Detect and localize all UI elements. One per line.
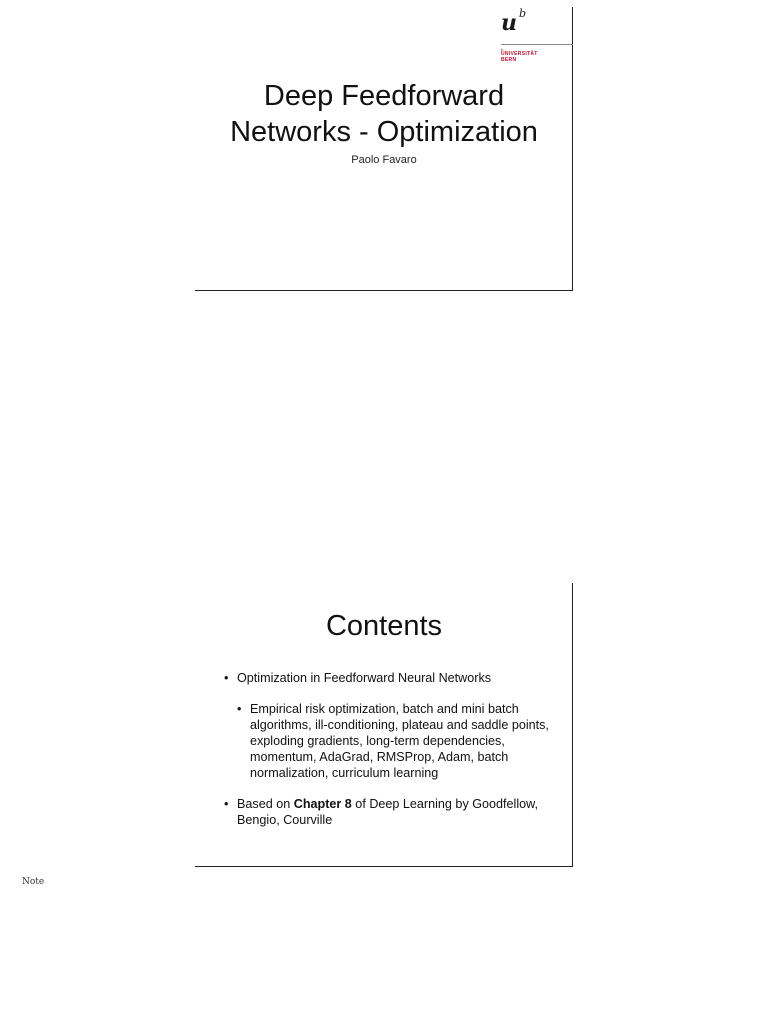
bullet-optimization: • Optimization in Feedforward Neural Networks xyxy=(237,670,557,686)
reference-prefix: Based on xyxy=(237,797,294,811)
contents-list xyxy=(195,583,573,867)
slide-title-line1: Deep Feedforward xyxy=(263,80,505,112)
logo-wordmark-line1: UNIVERSITÄT xyxy=(501,51,538,57)
university-bern-logo xyxy=(501,7,573,64)
slide-title xyxy=(195,78,573,150)
sub-bullet-topics: • Empirical risk optimization, batch and mini batch algorithms, ill-conditioning, plateau and saddle points, exploding gradients, long-term dependencies, momentum, AdaGrad, RMSProp, Adam, batch normalization, curriculum learning xyxy=(250,701,550,781)
reference-suffix: of Deep Learning by Goodfellow, Bengio, Courville xyxy=(237,797,539,827)
title-slide xyxy=(195,7,573,291)
logo-b-glyph: b xyxy=(519,7,527,20)
logo-wordmark xyxy=(501,52,538,63)
author-name: Paolo Favaro xyxy=(351,154,417,166)
contents-slide xyxy=(195,583,573,867)
logo-wordmark-line2: BERN xyxy=(501,56,517,63)
note-label: Note xyxy=(22,877,45,887)
contents-title: Contents xyxy=(325,610,443,642)
slide-title-line2: Networks - Optimization xyxy=(230,116,538,148)
logo-divider xyxy=(501,44,573,45)
bullet-reference xyxy=(237,796,557,828)
reference-chapter: Chapter 8 xyxy=(293,797,352,811)
logo-small-mark: b xyxy=(501,47,504,52)
logo-u-glyph: u xyxy=(501,10,517,36)
